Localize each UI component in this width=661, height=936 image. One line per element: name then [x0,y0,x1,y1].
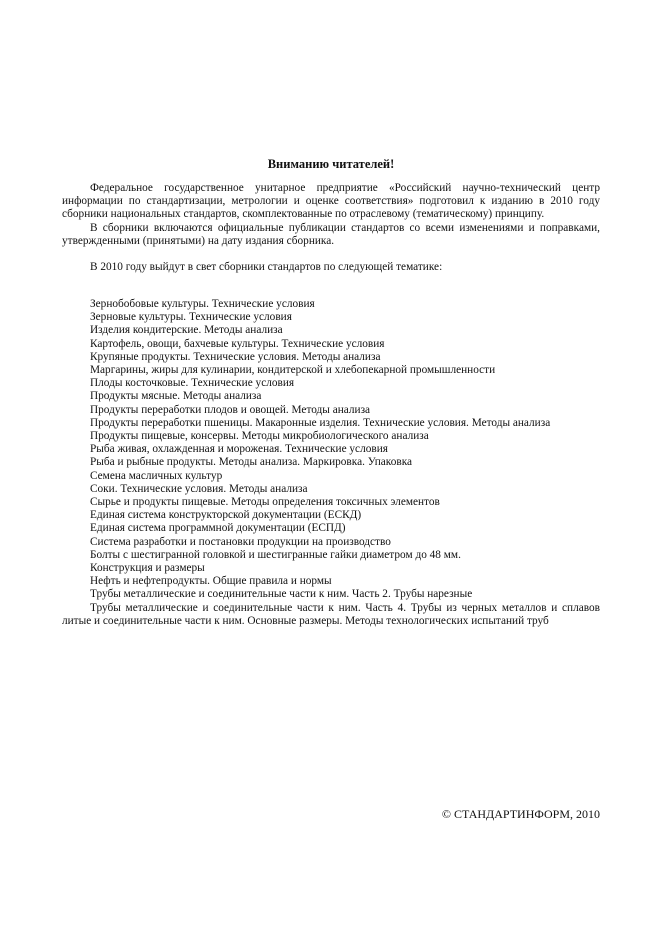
list-item: Рыба и рыбные продукты. Методы анализа. Маркировка. Упаковка [90,456,413,469]
list-item: Продукты мясные. Методы анализа [90,390,262,403]
list-item: Сырье и продукты пищевые. Методы определения токсичных элементов [90,496,440,509]
intro-paragraph-publisher: Федеральное государственное унитарное предприятие «Российский научно-технический центр информации по стандартизации, метрологии и оценке соответствия» подготовил к изданию в 2010 году сборники национальных стандартов, скомплектованные по отраслевому (тематическому) принципу. [62,182,600,221]
list-item: Болты с шестигранной головкой и шестигранные гайки диаметром до 48 мм. [90,548,461,561]
list-item: Маргарины, жиры для кулинарии, кондитерской и хлебопекарной промышленности [90,364,496,377]
topics-list [62,298,600,628]
list-item: Картофель, овощи, бахчевые культуры. Технические условия [90,337,385,350]
copyright-line: © СТАНДАРТИНФОРМ, 2010 [441,807,600,821]
list-item: Соки. Технические условия. Методы анализа [90,482,308,495]
list-item: Система разработки и постановки продукции на производство [90,535,391,548]
list-item: Семена масличных культур [90,469,223,482]
list-item: Трубы металлические и соединительные части к ним. Часть 4. Трубы из черных металлов и сплавов литые и соединительные части к ним. Основные размеры. Методы технологических испытаний труб [62,601,600,627]
intro-text [62,182,600,274]
list-item: Рыба живая, охлажденная и мороженая. Технические условия [90,443,388,456]
list-item: Плоды косточковые. Технические условия [90,377,295,390]
list-item: Продукты переработки пшеницы. Макаронные изделия. Технические условия. Методы анализа [90,416,551,429]
list-item: Крупяные продукты. Технические условия. Методы анализа [90,350,381,363]
list-item: Единая система программной документации (ЕСПД) [90,522,346,535]
list-item: Зернобобовые культуры. Технические условия [90,298,315,310]
list-item: Продукты пищевые, консервы. Методы микробиологического анализа [90,430,429,443]
list-item: Зерновые культуры. Технические условия [90,311,292,324]
intro-paragraph-topics-lead: В 2010 году выйдут в свет сборники стандартов по следующей тематике: [90,261,443,274]
list-item: Нефть и нефтепродукты. Общие правила и нормы [90,575,332,588]
page-title: Вниманию читателей! [267,157,395,171]
list-item: Единая система конструкторской документации (ЕСКД) [90,509,362,522]
list-item: Изделия кондитерские. Методы анализа [90,324,283,337]
list-item: Продукты переработки плодов и овощей. Методы анализа [90,403,371,416]
list-item: Конструкция и размеры [90,562,205,575]
intro-paragraph-contents: В сборники включаются официальные публикации стандартов со всеми изменениями и поправками, утвержденными (принятыми) на дату издания сборника. [62,221,600,247]
list-item: Трубы металлические и соединительные части к ним. Часть 2. Трубы нарезные [90,588,473,601]
